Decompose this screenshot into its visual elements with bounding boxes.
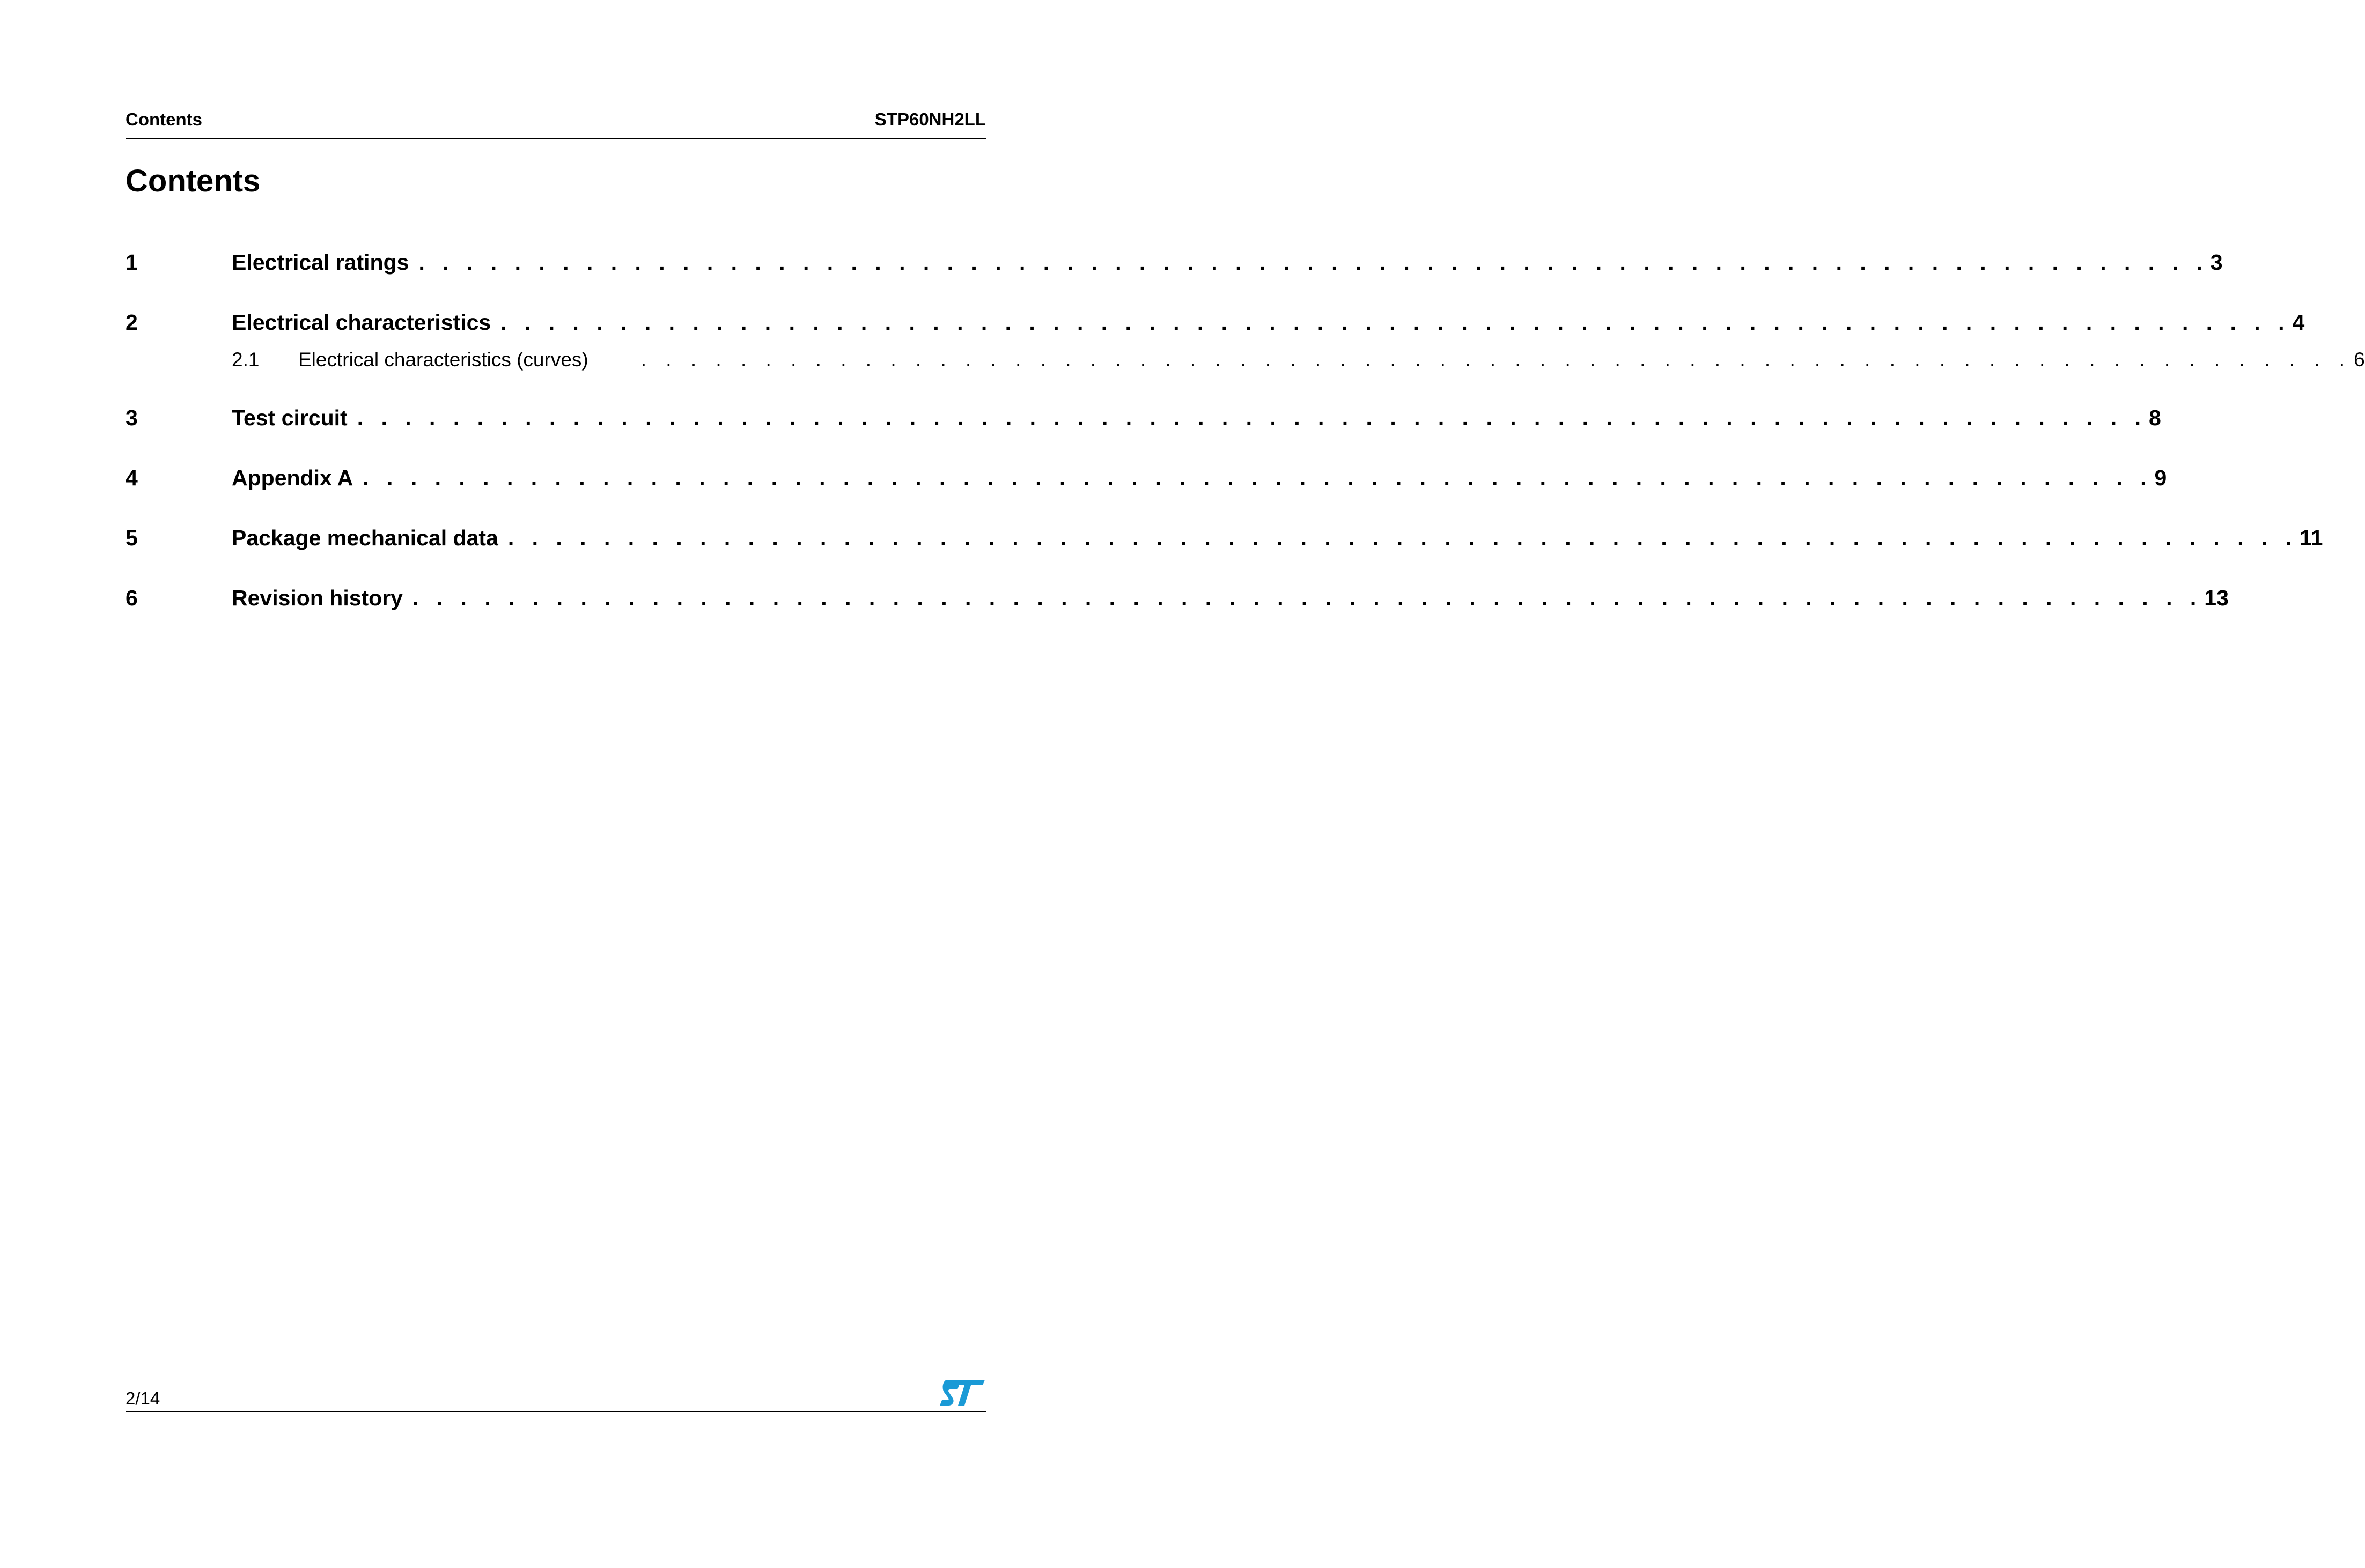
toc-entry-number: 3 [126, 405, 138, 430]
toc-entry-2[interactable] [126, 310, 2305, 335]
header-part-number: STP60NH2LL [874, 109, 986, 129]
toc-entry-label: Test circuit [232, 405, 348, 430]
toc-leader-dots: . . . . . . . . . . . . . . . . . . . . . . . . . . . . . . . . . . . . . . . . . . . . . . . . . . . . . . . . . . . . . . . . . . . . . . . . . . . [418, 250, 2208, 275]
toc-leader-dots: . . . . . . . . . . . . . . . . . . . . . . . . . . . . . . . . . . . . . . . . . . . . . . . . . . . . . . . . . . . . . . . . . . . . . . . . . . . [363, 465, 2153, 490]
page-footer [126, 1380, 986, 1412]
toc-entry-page: 9 [2154, 465, 2167, 490]
toc-leader-dots: . . . . . . . . . . . . . . . . . . . . . . . . . . . . . . . . . . . . . . . . . . . . . . . . . . . . . . . . . . . . . . . . . . . . . [640, 349, 2352, 371]
toc-entry-3[interactable] [126, 405, 2161, 431]
toc-entry-page: 8 [2148, 405, 2161, 430]
page-title: Contents [126, 164, 261, 198]
page-number: 2/14 [126, 1388, 160, 1408]
toc-entry-number: 2 [126, 310, 138, 335]
toc-leader-dots: . . . . . . . . . . . . . . . . . . . . . . . . . . . . . . . . . . . . . . . . . . . . . . . . . . . . . . . . . . . . . . . . . . . . . . . . . . . [507, 526, 2298, 550]
toc-entry-page: 4 [2292, 310, 2305, 335]
header-section: Contents [126, 109, 202, 129]
toc-entry-page: 3 [2210, 250, 2223, 275]
toc-entry-label: Electrical characteristics [232, 310, 491, 335]
toc-entry-label: Appendix A [232, 465, 353, 490]
toc-entry-number: 1 [126, 250, 138, 275]
toc-leader-dots: . . . . . . . . . . . . . . . . . . . . . . . . . . . . . . . . . . . . . . . . . . . . . . . . . . . . . . . . . . . . . . . . . . . . . . . . . . . [357, 405, 2147, 430]
st-logo-icon [940, 1379, 985, 1407]
toc-entry-number: 4 [126, 465, 138, 490]
toc-entry-2-1[interactable] [126, 349, 2365, 371]
toc-entry-page: 6 [2354, 349, 2365, 371]
toc-entry-5[interactable] [126, 526, 2323, 551]
toc-entry-4[interactable] [126, 465, 2167, 491]
page-header [126, 106, 986, 139]
toc-entry-label: Package mechanical data [232, 526, 498, 550]
toc-entry-number: 5 [126, 526, 138, 550]
toc-leader-dots: . . . . . . . . . . . . . . . . . . . . . . . . . . . . . . . . . . . . . . . . . . . . . . . . . . . . . . . . . . . . . . . . . . . . . . . . . . . [412, 586, 2202, 610]
toc-entry-page: 13 [2204, 586, 2229, 610]
toc-entry-number: 2.1 [232, 349, 260, 371]
toc-leader-dots: . . . . . . . . . . . . . . . . . . . . . . . . . . . . . . . . . . . . . . . . . . . . . . . . . . . . . . . . . . . . . . . . . . . . . . . . . . . [500, 310, 2290, 335]
toc-entry-1[interactable] [126, 250, 2223, 275]
toc-entry-label: Electrical characteristics (curves) [298, 349, 588, 371]
toc-entry-number: 6 [126, 586, 138, 610]
toc-entry-label: Revision history [232, 586, 403, 610]
toc-entry-page: 11 [2300, 526, 2323, 550]
toc-entry-6[interactable] [126, 586, 2229, 611]
toc-entry-label: Electrical ratings [232, 250, 409, 275]
